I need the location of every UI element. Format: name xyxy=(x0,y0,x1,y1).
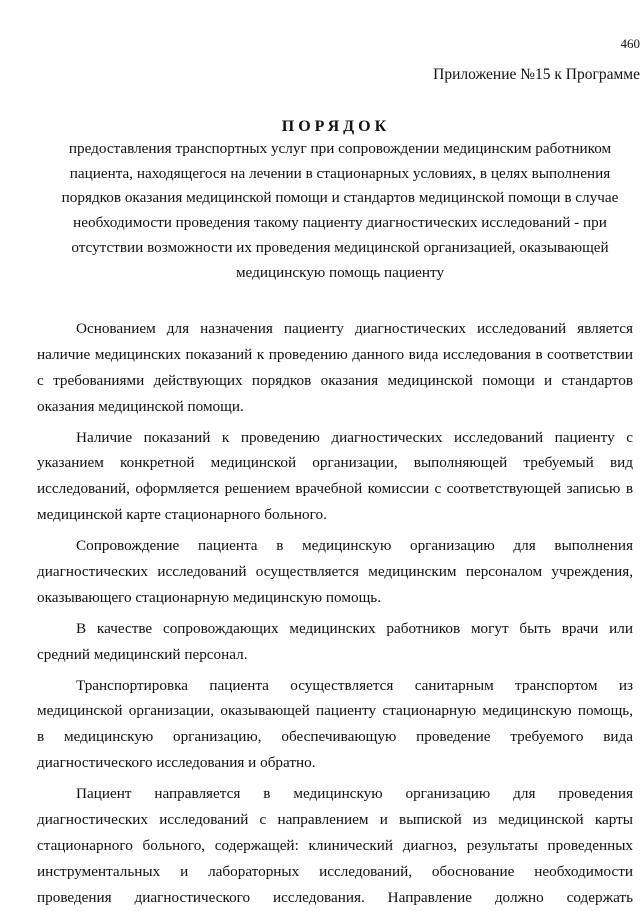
body-paragraph xyxy=(37,316,633,420)
paragraph-line: исследований, оформляется решением врачебной комиссии с соответствующей записью в xyxy=(37,476,633,502)
subtitle-line: отсутствии возможности их проведения медицинской организацией, оказывающей xyxy=(40,236,640,261)
subtitle-line: порядков оказания медицинской помощи и стандартов медицинской помощи в случае xyxy=(40,186,640,211)
subtitle-line: необходимости проведения такому пациенту диагностических исследований - при xyxy=(40,211,640,236)
page-number: 460 xyxy=(621,36,640,52)
body-paragraph xyxy=(37,425,633,529)
document-subtitle xyxy=(40,137,640,285)
paragraph-line: наличие медицинских показаний к проведению данного вида исследования в соответствии xyxy=(37,342,633,368)
paragraph-line: медицинской карте стационарного больного. xyxy=(37,502,633,528)
paragraph-line: оказывающего стационарную медицинскую помощь. xyxy=(37,585,633,611)
subtitle-line: пациента, находящегося на лечении в стационарных условиях, в целях выполнения xyxy=(40,162,640,187)
paragraph-line: Основанием для назначения пациенту диагностических исследований является xyxy=(37,316,633,342)
paragraph-line: Транспортировка пациента осуществляется санитарным транспортом из xyxy=(37,673,633,699)
paragraph-line: Наличие показаний к проведению диагностических исследований пациенту с xyxy=(37,425,633,451)
paragraph-line: диагностических исследований с направлением и выпиской из медицинской карты xyxy=(37,807,633,833)
paragraph-line: оказания медицинской помощи. xyxy=(37,394,633,420)
paragraph-line: средний медицинский персонал. xyxy=(37,642,633,668)
paragraph-line: с требованиями действующих порядков оказания медицинской помощи и стандартов xyxy=(37,368,633,394)
body-paragraph xyxy=(37,673,633,777)
paragraph-line: Пациент направляется в медицинскую организацию для проведения xyxy=(37,781,633,807)
paragraph-line: инструментальных и лабораторных исследований, обоснование необходимости xyxy=(37,859,633,885)
paragraph-line: указанием конкретной медицинской организации, выполняющей требуемый вид xyxy=(37,450,633,476)
subtitle-line: медицинскую помощь пациенту xyxy=(40,261,640,286)
paragraph-line: стационарного больного, содержащей: клинический диагноз, результаты проведенных xyxy=(37,833,633,859)
paragraph-line: Сопровождение пациента в медицинскую организацию для выполнения xyxy=(37,533,633,559)
body-paragraph xyxy=(37,533,633,611)
paragraph-line: В качестве сопровождающих медицинских работников могут быть врачи или xyxy=(37,616,633,642)
paragraph-line: проведения диагностического исследования. Направление должно содержать xyxy=(37,885,633,911)
paragraph-line: диагностического исследования и обратно. xyxy=(37,750,633,776)
document-title: ПОРЯДОК xyxy=(0,118,640,136)
paragraph-line: медицинской организации, оказывающей пациенту стационарную медицинскую помощь, xyxy=(37,698,633,724)
appendix-heading: Приложение №15 к Программе xyxy=(433,66,640,84)
body-paragraph xyxy=(37,781,633,910)
paragraph-line: в медицинскую организацию, обеспечивающую проведение требуемого вида xyxy=(37,724,633,750)
paragraph-line: диагностических исследований осуществляется медицинским персоналом учреждения, xyxy=(37,559,633,585)
subtitle-line: предоставления транспортных услуг при сопровождении медицинским работником xyxy=(40,137,640,162)
body-paragraph xyxy=(37,616,633,668)
document-body xyxy=(37,316,633,911)
